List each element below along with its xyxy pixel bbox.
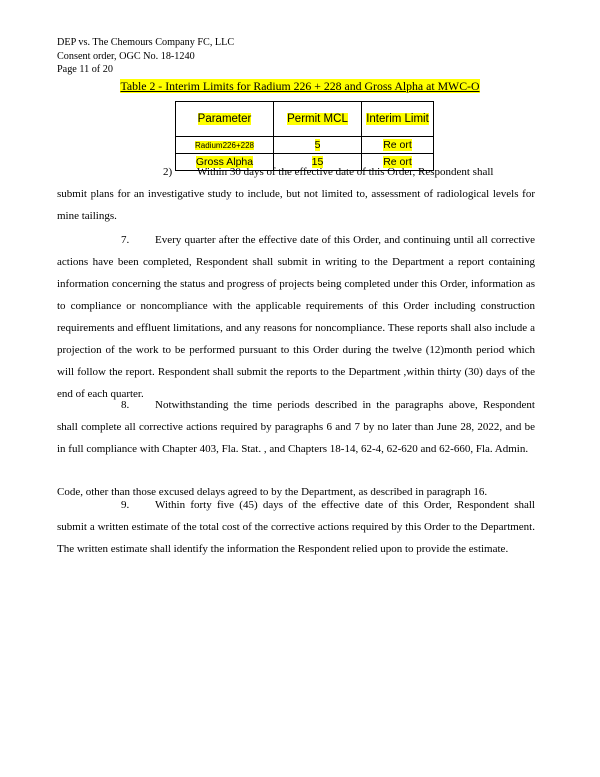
cell-parameter: Radium226+228 [176,137,274,154]
cell-interim-limit: Re ort [362,137,434,154]
cell-interim-limit: Re ort [362,154,434,171]
paragraph-9 [57,494,535,560]
table-row [176,137,434,154]
paragraph-text: Within forty five (45) days of the effective date of this Order, Respondent shall submit a written estimate of the total cost of the corrective actions required by this Order to the Department. The written estimate shall identify the information the Respondent relied upon to provide the estimate. [57,499,535,555]
order-number: Consent order, OGC No. 18-1240 [57,50,195,62]
paragraph-number: 2) [163,166,173,178]
table-title [0,79,600,93]
paragraph-7 [57,229,535,405]
page-number: Page 11 of 20 [57,64,113,75]
paragraph-2 [57,161,535,227]
document-header [57,36,234,77]
cell-permit-mcl: 5 [274,137,362,154]
case-caption: DEP vs. The Chemours Company FC, LLC [57,37,235,48]
paragraph-text: submit plans for an investigative study to include, but not limited to, assessment of radiological levels for mine tailings. [57,188,535,222]
col-header-parameter: Parameter [176,102,274,137]
paragraph-text: Every quarter after the effective date of this Order, and continuing until all corrective actions have been completed, Respondent shall submit in writing to the Department a report containing information concerning the status and progress of projects being completed under this Order, information as to compliance or noncompliance with the applicable requirements of this Order including construction requirements and effluent limitations, and any reasons for noncompliance. These reports shall also include a projection of the work to be performed pursuant to this Order during the twelve (12)month period which will follow the report. Respondent shall submit the reports to the Department ,within thirty (30) days of the end of each quarter. [57,234,535,400]
col-header-interim-limit: Interim Limit [362,102,434,137]
paragraph-number: 9. [121,499,130,511]
cell-permit-mcl: 15 [274,154,362,171]
paragraph-text: Code, other than those excused delays agreed to by the Department, as described in paragraph 16. [57,486,488,498]
table-header-row [176,102,434,137]
table-title-text: Table 2 - Interim Limits for Radium 226 + 228 and Gross Alpha at MWC-O [120,79,480,93]
paragraph-8 [57,394,535,460]
paragraph-number: 8. [121,399,130,411]
paragraph-text-first-line: Within 30 days of the effective date of this Order, Respondent shall [197,166,494,178]
col-header-permit-mcl: Permit MCL [274,102,362,137]
paragraph-number: 7. [121,234,130,246]
cell-parameter: Gross Alpha [176,154,274,171]
paragraph-text: Notwithstanding the time periods described in the paragraphs above, Respondent shall complete all corrective actions required by paragraphs 6 and 7 by no later than June 28, 2022, and be in full compliance with Chapter 403, Fla. Stat. , and Chapters 18-14, 62-4, 62-620 and 62-660, Fla. Admin. [57,399,535,455]
